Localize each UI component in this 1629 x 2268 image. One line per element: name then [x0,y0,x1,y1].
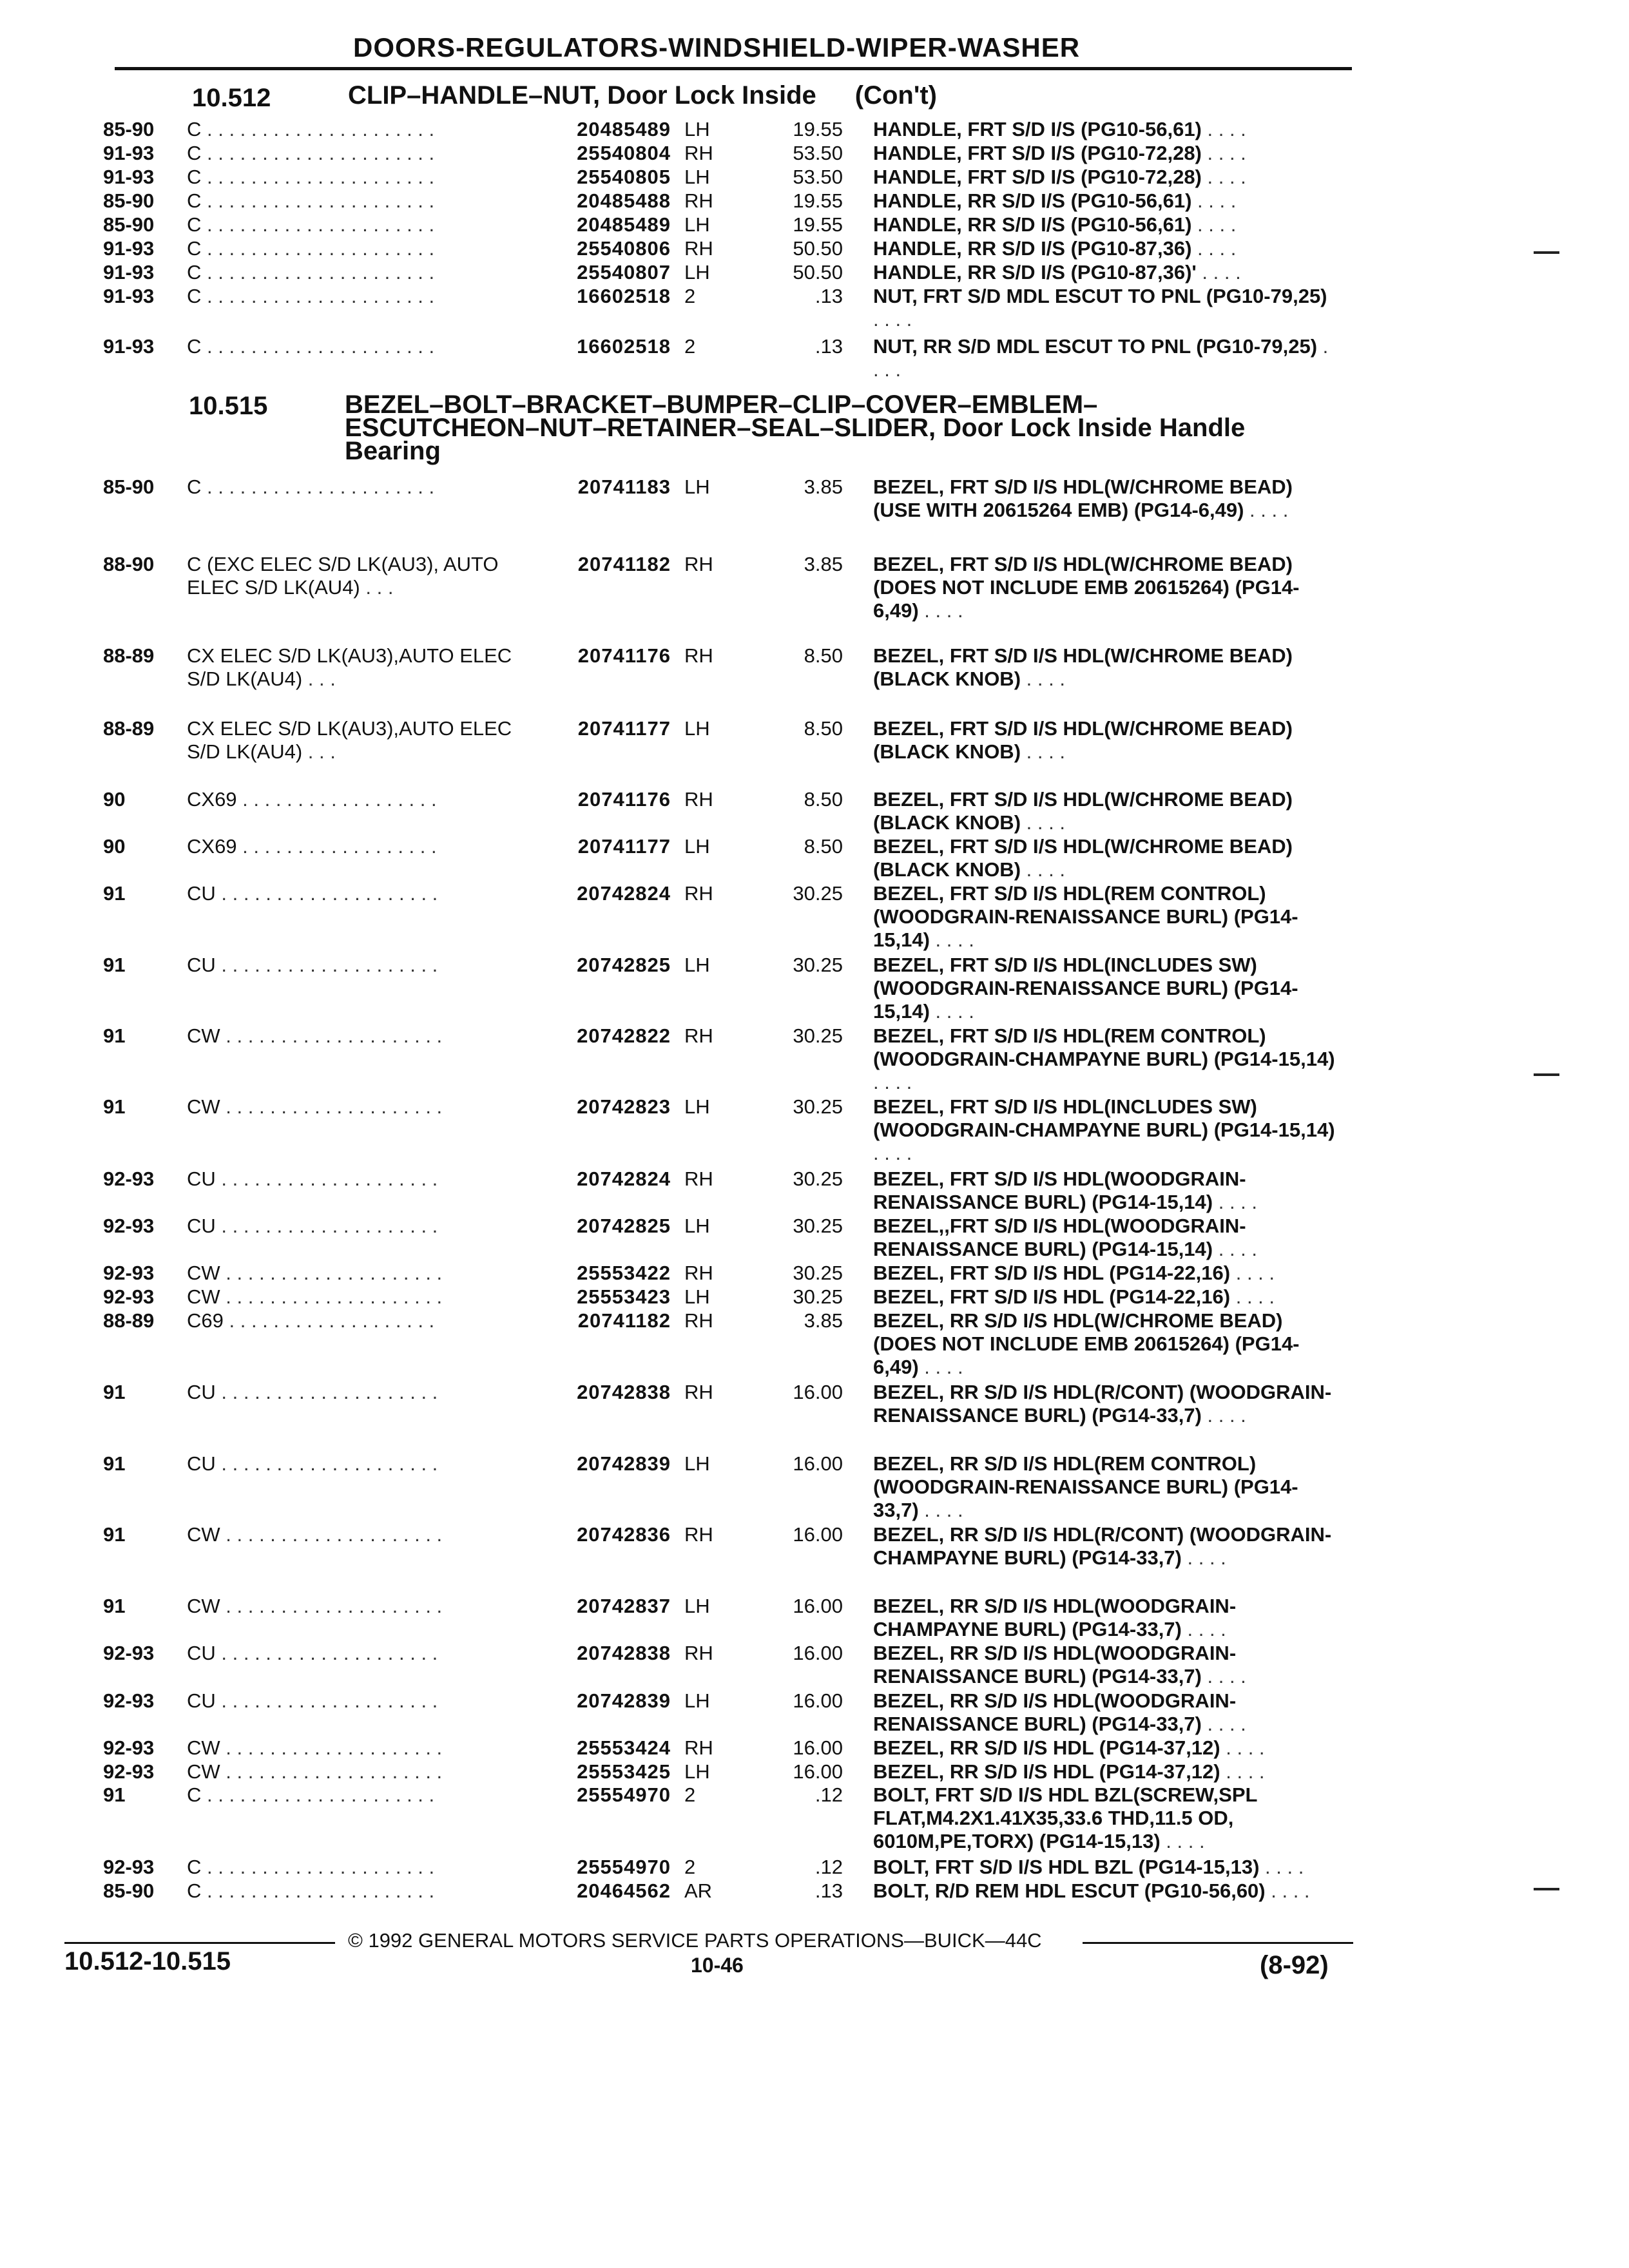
model-year: 92-93 [103,1642,155,1664]
dot-leader: . . . . . . . . . . . . . . . . . . . . [220,1523,443,1546]
dot-leader: . . . . [1021,668,1065,690]
dot-leader: . . . . . . . . . . . . . . . . . . . . [215,1642,438,1664]
price: 30.25 [793,1168,843,1190]
quantity: RH [684,1168,713,1190]
price: 3.85 [804,553,843,575]
part-description: BEZEL, RR S/D I/S HDL (PG14-37,12) . . . . [873,1736,1265,1759]
quantity: RH [684,788,713,811]
quantity: LH [684,954,710,976]
application: C . . . . . . . . . . . . . . . . . . . . . [187,142,435,164]
section-title-text: CLIP–HANDLE–NUT, Door Lock Inside [348,81,816,110]
application: CW . . . . . . . . . . . . . . . . . . . . [187,1736,443,1759]
part-number: 20742839 [577,1452,671,1475]
part-description: NUT, FRT S/D MDL ESCUT TO PNL (PG10-79,25) . . . . [873,285,1327,331]
model-year: 88-89 [103,717,155,740]
quantity: RH [684,553,713,575]
part-description: HANDLE, FRT S/D I/S (PG10-72,28) . . . . [873,142,1246,164]
dot-leader: . . . . . . . . . . . . . . . . . . . . . [201,189,435,212]
part-description: BEZEL, RR S/D I/S HDL(W/CHROME BEAD) (DOES NOT INCLUDE EMB 20615264) (PG14-6,49) . . . . [873,1309,1300,1378]
part-number: 20742825 [577,1215,671,1237]
dot-leader: . . . . . . . . . . . . . . . . . . . . . [201,118,435,140]
part-description: BEZEL, FRT S/D I/S HDL(W/CHROME BEAD) (BLACK KNOB) . . . . [873,717,1293,763]
quantity: LH [684,717,710,740]
dot-leader: . . . . [1201,1665,1246,1687]
part-description: BEZEL, FRT S/D I/S HDL(INCLUDES SW) (WOODGRAIN-RENAISSANCE BURL) (PG14-15,14) . . . . [873,954,1298,1023]
dot-leader: . . . . . . . . . . . . . . . . . . . . . [201,213,435,236]
model-year: 92-93 [103,1856,155,1878]
model-year: 91 [103,1523,126,1546]
quantity: LH [684,213,710,236]
application: CU . . . . . . . . . . . . . . . . . . . . [187,1168,438,1190]
quantity: RH [684,644,713,667]
application: CW . . . . . . . . . . . . . . . . . . . . [187,1262,443,1284]
dot-leader: . . . . . . . . . . . . . . . . . . . . . [201,335,435,358]
dot-leader: . . . . . . . . . . . . . . . . . . . . . [201,1783,435,1806]
quantity: LH [684,1215,710,1237]
quantity: AR [684,1879,713,1902]
dot-leader: . . . . [1230,1285,1275,1308]
application: CX ELEC S/D LK(AU3),AUTO ELEC S/D LK(AU4) . . . [187,644,512,690]
price: 8.50 [804,644,843,667]
application: CX69 . . . . . . . . . . . . . . . . . . [187,788,437,811]
part-number: 25540807 [577,261,671,284]
part-number: 20742823 [577,1095,671,1118]
quantity: LH [684,1760,710,1783]
price: 16.00 [793,1760,843,1783]
dot-leader: . . . . . . . . . . . . . . . . . . . . [215,882,438,905]
quantity: LH [684,118,710,140]
dot-leader: . . . . [929,928,974,951]
part-number: 25553425 [577,1760,671,1783]
part-number: 20742836 [577,1523,671,1546]
model-year: 85-90 [103,189,155,212]
dot-leader: . . . [302,740,336,763]
quantity: LH [684,1595,710,1617]
part-description: BEZEL,,FRT S/D I/S HDL(WOODGRAIN-RENAISSANCE BURL) (PG14-15,14) . . . . [873,1215,1258,1260]
part-description: BEZEL, FRT S/D I/S HDL(REM CONTROL) (WOODGRAIN-CHAMPAYNE BURL) (PG14-15,14) . . . . [873,1024,1335,1093]
price: 3.85 [804,476,843,498]
application: C69 . . . . . . . . . . . . . . . . . . . [187,1309,435,1332]
quantity: 2 [684,285,696,307]
part-number: 25553423 [577,1285,671,1308]
quantity: LH [684,1285,710,1308]
part-description: BEZEL, FRT S/D I/S HDL(WOODGRAIN-RENAISSANCE BURL) (PG14-15,14) . . . . [873,1168,1258,1213]
dot-leader: . . . . . . . . . . . . . . . . . . . . [215,1381,438,1403]
quantity: RH [684,142,713,164]
application: C . . . . . . . . . . . . . . . . . . . . . [187,213,435,236]
part-number: 20741177 [577,835,671,858]
model-year: 91-93 [103,166,155,188]
quantity: LH [684,261,710,284]
price: 30.25 [793,1215,843,1237]
dot-leader: . . . . . . . . . . . . . . . . . . . . [220,1262,443,1284]
price: 30.25 [793,1285,843,1308]
footer-rule [1083,1942,1353,1944]
price: 8.50 [804,717,843,740]
part-description: BEZEL, RR S/D I/S HDL(REM CONTROL) (WOODGRAIN-RENAISSANCE BURL) (PG14-33,7) . . . . [873,1452,1298,1521]
application: CU . . . . . . . . . . . . . . . . . . . . [187,1381,438,1403]
price: 16.00 [793,1381,843,1403]
dot-leader: . . . [302,668,336,690]
part-description: BEZEL, FRT S/D I/S HDL(W/CHROME BEAD) (BLACK KNOB) . . . . [873,835,1293,881]
application: CU . . . . . . . . . . . . . . . . . . . . [187,954,438,976]
application: C . . . . . . . . . . . . . . . . . . . . . [187,1783,435,1806]
part-number: 20741177 [577,717,671,740]
dot-leader: . . . . . . . . . . . . . . . . . . . . [220,1095,443,1118]
part-description: BOLT, FRT S/D I/S HDL BZL (PG14-15,13) . . . . [873,1856,1304,1878]
part-number: 20741176 [577,788,671,811]
part-description: NUT, RR S/D MDL ESCUT TO PNL (PG10-79,25) . . . . [873,335,1329,381]
dot-leader: . . . . . . . . . . . . . . . . . . . . . [201,1856,435,1878]
dot-leader: . . . . . . . . . . . . . . . . . . . . . [201,1879,435,1902]
price: .12 [815,1856,843,1878]
section-number: 10.512 [192,84,271,112]
dot-leader: . . . . [1265,1879,1310,1902]
part-number: 20742837 [577,1595,671,1617]
dot-leader: . . . . . . . . . . . . . . . . . . . . . [201,142,435,164]
part-description: BEZEL, FRT S/D I/S HDL(W/CHROME BEAD) (BLACK KNOB) . . . . [873,644,1293,690]
model-year: 88-89 [103,1309,155,1332]
model-year: 91 [103,1095,126,1118]
quantity: RH [684,1642,713,1664]
header-rule [115,67,1352,70]
dot-leader: . . . . [1259,1856,1304,1878]
dot-leader: . . . . [929,1000,974,1023]
part-description: BEZEL, RR S/D I/S HDL(R/CONT) (WOODGRAIN-RENAISSANCE BURL) (PG14-33,7) . . . . [873,1381,1332,1427]
dot-leader: . . . . [1201,166,1246,188]
model-year: 91-93 [103,237,155,260]
margin-mark [1534,1888,1559,1890]
model-year: 85-90 [103,213,155,236]
part-number: 25553422 [577,1262,671,1284]
model-year: 88-90 [103,553,155,575]
part-number: 20741176 [577,644,671,667]
model-year: 92-93 [103,1215,155,1237]
model-year: 92-93 [103,1262,155,1284]
model-year: 91 [103,1783,126,1806]
part-description: BEZEL, FRT S/D I/S HDL(INCLUDES SW) (WOODGRAIN-CHAMPAYNE BURL) (PG14-15,14) . . . . [873,1095,1335,1164]
section-title [348,81,1315,110]
section-title [345,390,1273,465]
model-year: 91-93 [103,261,155,284]
quantity: RH [684,1736,713,1759]
application: CW . . . . . . . . . . . . . . . . . . . . [187,1760,443,1783]
model-year: 91 [103,1024,126,1047]
dot-leader: . . . . [1191,189,1237,212]
copyright-notice: © 1992 GENERAL MOTORS SERVICE PARTS OPERATIONS—BUICK—44C [348,1929,1042,1952]
section-title-text: BEZEL–BOLT–BRACKET–BUMPER–CLIP–COVER–EMBLEM–ESCUTCHEON–NUT–RETAINER–SEAL–SLIDER, Door Lock Inside Handle Bearing [345,390,1246,465]
part-description: BOLT, R/D REM HDL ESCUT (PG10-56,60) . . . . [873,1879,1310,1902]
dot-leader: . . . . [1021,811,1065,834]
application: C . . . . . . . . . . . . . . . . . . . . . [187,476,435,498]
model-year: 91-93 [103,335,155,358]
application: C (EXC ELEC S/D LK(AU3), AUTO ELEC S/D LK(AU4) . . . [187,553,499,599]
price: 16.00 [793,1736,843,1759]
dot-leader: . . . . . . . . . . . . . . . . . . . . [215,954,438,976]
dot-leader: . . . . [918,599,963,622]
application: CU . . . . . . . . . . . . . . . . . . . . [187,882,438,905]
margin-mark [1534,1073,1559,1076]
part-number: 25553424 [577,1736,671,1759]
price: .13 [815,1879,843,1902]
dot-leader: . . . . . . . . . . . . . . . . . . . . [215,1689,438,1712]
model-year: 92-93 [103,1168,155,1190]
part-number: 20485489 [577,118,671,140]
application: CW . . . . . . . . . . . . . . . . . . . . [187,1095,443,1118]
application: C . . . . . . . . . . . . . . . . . . . . . [187,189,435,212]
model-year: 85-90 [103,1879,155,1902]
part-description: HANDLE, FRT S/D I/S (PG10-72,28) . . . . [873,166,1246,188]
dot-leader: . . . . [1201,118,1246,140]
dot-leader: . . . . . . . . . . . . . . . . . . . . . [201,261,435,284]
price: 19.55 [793,118,843,140]
part-number: 20742825 [577,954,671,976]
dot-leader: . . . . . . . . . . . . . . . . . . . . . [201,237,435,260]
part-number: 20742824 [577,1168,671,1190]
dot-leader: . . . . [1220,1736,1265,1759]
part-number: 25554970 [577,1783,671,1806]
dot-leader: . . . . . . . . . . . . . . . . . . . . [215,1168,438,1190]
part-number: 20741182 [577,553,671,575]
application: C . . . . . . . . . . . . . . . . . . . . . [187,237,435,260]
dot-leader: . . . . [1244,499,1289,521]
dot-leader: . . . . . . . . . . . . . . . . . . . . [220,1285,443,1308]
part-number: 20742838 [577,1642,671,1664]
price: 19.55 [793,213,843,236]
application: C . . . . . . . . . . . . . . . . . . . . . [187,1879,435,1902]
part-description: HANDLE, RR S/D I/S (PG10-87,36) . . . . [873,237,1237,260]
dot-leader: . . . . [1201,1404,1246,1427]
dot-leader: . . . . [1201,142,1246,164]
dot-leader: . . . . . . . . . . . . . . . . . . . . [220,1760,443,1783]
footer-section-range: 10.512-10.515 [64,1947,231,1975]
page-header: DOORS-REGULATORS-WINDSHIELD-WIPER-WASHER [353,32,1081,62]
part-description: HANDLE, FRT S/D I/S (PG10-56,61) . . . . [873,118,1246,140]
application: CW . . . . . . . . . . . . . . . . . . . . [187,1024,443,1047]
price: 53.50 [793,166,843,188]
dot-leader: . . . [360,576,394,599]
dot-leader: . . . . [1196,261,1241,284]
model-year: 91 [103,1595,126,1617]
quantity: RH [684,1523,713,1546]
quantity: RH [684,1381,713,1403]
dot-leader: . . . . . . . . . . . . . . . . . . . . . [201,166,435,188]
section-continued: (Con't) [854,81,937,110]
dot-leader: . . . . [1191,213,1237,236]
part-number: 20742838 [577,1381,671,1403]
application: CW . . . . . . . . . . . . . . . . . . . . [187,1595,443,1617]
part-description: BEZEL, FRT S/D I/S HDL(W/CHROME BEAD) (BLACK KNOB) . . . . [873,788,1293,834]
price: 30.25 [793,954,843,976]
dot-leader: . . . . [873,308,912,331]
dot-leader: . . . . [1181,1618,1226,1640]
application: C . . . . . . . . . . . . . . . . . . . . . [187,118,435,140]
application: CW . . . . . . . . . . . . . . . . . . . . [187,1285,443,1308]
part-number: 25540806 [577,237,671,260]
application: CU . . . . . . . . . . . . . . . . . . . . [187,1452,438,1475]
part-description: HANDLE, RR S/D I/S (PG10-56,61) . . . . [873,213,1237,236]
application: C . . . . . . . . . . . . . . . . . . . . . [187,261,435,284]
footer-page-number: 10-46 [691,1954,744,1977]
dot-leader: . . . . [873,335,1329,381]
section-number: 10.515 [189,392,268,420]
quantity: LH [684,1452,710,1475]
dot-leader: . . . . . . . . . . . . . . . . . . [236,788,437,811]
dot-leader: . . . . . . . . . . . . . . . . . . . . [220,1024,443,1047]
part-number: 25554970 [577,1856,671,1878]
part-number: 25540804 [577,142,671,164]
dot-leader: . . . . [1181,1546,1226,1569]
model-year: 91 [103,954,126,976]
price: .12 [815,1783,843,1806]
quantity: 2 [684,1856,696,1878]
price: 3.85 [804,1309,843,1332]
model-year: 91 [103,1381,126,1403]
part-number: 20741183 [577,476,671,498]
part-description: BEZEL, RR S/D I/S HDL(WOODGRAIN-CHAMPAYNE BURL) (PG14-33,7) . . . . [873,1595,1237,1640]
dot-leader: . . . . [1021,740,1065,763]
price: 30.25 [793,882,843,905]
model-year: 91-93 [103,285,155,307]
dot-leader: . . . . . . . . . . . . . . . . . . . . [220,1736,443,1759]
quantity: RH [684,882,713,905]
price: 30.25 [793,1262,843,1284]
dot-leader: . . . . . . . . . . . . . . . . . . . . [220,1595,443,1617]
model-year: 91 [103,882,126,905]
price: 50.50 [793,261,843,284]
model-year: 91 [103,1452,126,1475]
part-number: 16602518 [577,285,671,307]
quantity: LH [684,1689,710,1712]
quantity: RH [684,1309,713,1332]
price: 16.00 [793,1642,843,1664]
dot-leader: . . . . . . . . . . . . . . . . . . [236,835,437,858]
dot-leader: . . . . . . . . . . . . . . . . . . . . . [201,476,435,498]
quantity: LH [684,476,710,498]
part-description: BEZEL, RR S/D I/S HDL(WOODGRAIN-RENAISSANCE BURL) (PG14-33,7) . . . . [873,1689,1246,1735]
dot-leader: . . . . [1160,1830,1205,1852]
part-number: 16602518 [577,335,671,358]
quantity: LH [684,1095,710,1118]
dot-leader: . . . . [1213,1191,1258,1213]
dot-leader: . . . . . . . . . . . . . . . . . . . [223,1309,435,1332]
quantity: RH [684,1262,713,1284]
dot-leader: . . . . [1191,237,1237,260]
price: .13 [815,335,843,358]
part-description: BEZEL, FRT S/D I/S HDL(W/CHROME BEAD) (DOES NOT INCLUDE EMB 20615264) (PG14-6,49) . . . . [873,553,1300,622]
model-year: 92-93 [103,1760,155,1783]
dot-leader: . . . . [1201,1713,1246,1735]
part-description: BEZEL, RR S/D I/S HDL(WOODGRAIN-RENAISSANCE BURL) (PG14-33,7) . . . . [873,1642,1246,1687]
application: CX69 . . . . . . . . . . . . . . . . . . [187,835,437,858]
part-number: 20485489 [577,213,671,236]
dot-leader: . . . . [1213,1238,1258,1260]
quantity: 2 [684,335,696,358]
model-year: 91-93 [103,142,155,164]
part-number: 20742839 [577,1689,671,1712]
model-year: 85-90 [103,476,155,498]
part-description: BEZEL, FRT S/D I/S HDL (PG14-22,16) . . . . [873,1262,1275,1284]
price: 19.55 [793,189,843,212]
part-description: BEZEL, FRT S/D I/S HDL(REM CONTROL) (WOODGRAIN-RENAISSANCE BURL) (PG14-15,14) . . . . [873,882,1298,951]
quantity: RH [684,189,713,212]
footer-revision-date: (8-92) [1260,1951,1329,1979]
model-year: 90 [103,788,126,811]
application: CW . . . . . . . . . . . . . . . . . . . . [187,1523,443,1546]
price: 16.00 [793,1595,843,1617]
application: C . . . . . . . . . . . . . . . . . . . . . [187,166,435,188]
model-year: 92-93 [103,1689,155,1712]
part-description: BEZEL, FRT S/D I/S HDL (PG14-22,16) . . . . [873,1285,1275,1308]
part-description: BEZEL, RR S/D I/S HDL(R/CONT) (WOODGRAIN-CHAMPAYNE BURL) (PG14-33,7) . . . . [873,1523,1332,1569]
application: CU . . . . . . . . . . . . . . . . . . . . [187,1642,438,1664]
part-number: 20485488 [577,189,671,212]
price: 30.25 [793,1024,843,1047]
part-number: 20741182 [577,1309,671,1332]
price: .13 [815,285,843,307]
price: 50.50 [793,237,843,260]
application: CU . . . . . . . . . . . . . . . . . . . . [187,1215,438,1237]
model-year: 90 [103,835,126,858]
part-description: BEZEL, RR S/D I/S HDL (PG14-37,12) . . . . [873,1760,1265,1783]
price: 53.50 [793,142,843,164]
part-description: HANDLE, RR S/D I/S (PG10-56,61) . . . . [873,189,1237,212]
price: 30.25 [793,1095,843,1118]
model-year: 92-93 [103,1736,155,1759]
part-description: BOLT, FRT S/D I/S HDL BZL(SCREW,SPL FLAT,M4.2X1.41X35,33.6 THD,11.5 OD, 6010M,PE,TORX) (PG14-15,13) . . . . [873,1783,1257,1852]
quantity: 2 [684,1783,696,1806]
dot-leader: . . . . . . . . . . . . . . . . . . . . [215,1452,438,1475]
part-number: 20464562 [577,1879,671,1902]
dot-leader: . . . . [1220,1760,1265,1783]
dot-leader: . . . . [873,1071,912,1093]
application: C . . . . . . . . . . . . . . . . . . . . . [187,1856,435,1878]
dot-leader: . . . . [1021,858,1065,881]
dot-leader: . . . . [918,1499,963,1521]
dot-leader: . . . . . . . . . . . . . . . . . . . . . [201,285,435,307]
quantity: LH [684,835,710,858]
model-year: 88-89 [103,644,155,667]
part-description: HANDLE, RR S/D I/S (PG10-87,36)' . . . . [873,261,1241,284]
part-description: BEZEL, FRT S/D I/S HDL(W/CHROME BEAD) (USE WITH 20615264 EMB) (PG14-6,49) . . . . [873,476,1293,521]
dot-leader: . . . . . . . . . . . . . . . . . . . . [215,1215,438,1237]
dot-leader: . . . . [918,1356,963,1378]
dot-leader: . . . . [873,1142,912,1164]
application: C . . . . . . . . . . . . . . . . . . . . . [187,285,435,307]
price: 16.00 [793,1523,843,1546]
dot-leader: . . . . [1230,1262,1275,1284]
application: CU . . . . . . . . . . . . . . . . . . . . [187,1689,438,1712]
price: 8.50 [804,788,843,811]
price: 8.50 [804,835,843,858]
part-number: 20742824 [577,882,671,905]
quantity: RH [684,1024,713,1047]
application: C . . . . . . . . . . . . . . . . . . . . . [187,335,435,358]
model-year: 85-90 [103,118,155,140]
footer-rule [64,1942,335,1944]
quantity: LH [684,166,710,188]
price: 16.00 [793,1452,843,1475]
part-number: 25540805 [577,166,671,188]
quantity: RH [684,237,713,260]
model-year: 92-93 [103,1285,155,1308]
part-number: 20742822 [577,1024,671,1047]
margin-mark [1534,251,1559,254]
application: CX ELEC S/D LK(AU3),AUTO ELEC S/D LK(AU4) . . . [187,717,512,763]
price: 16.00 [793,1689,843,1712]
